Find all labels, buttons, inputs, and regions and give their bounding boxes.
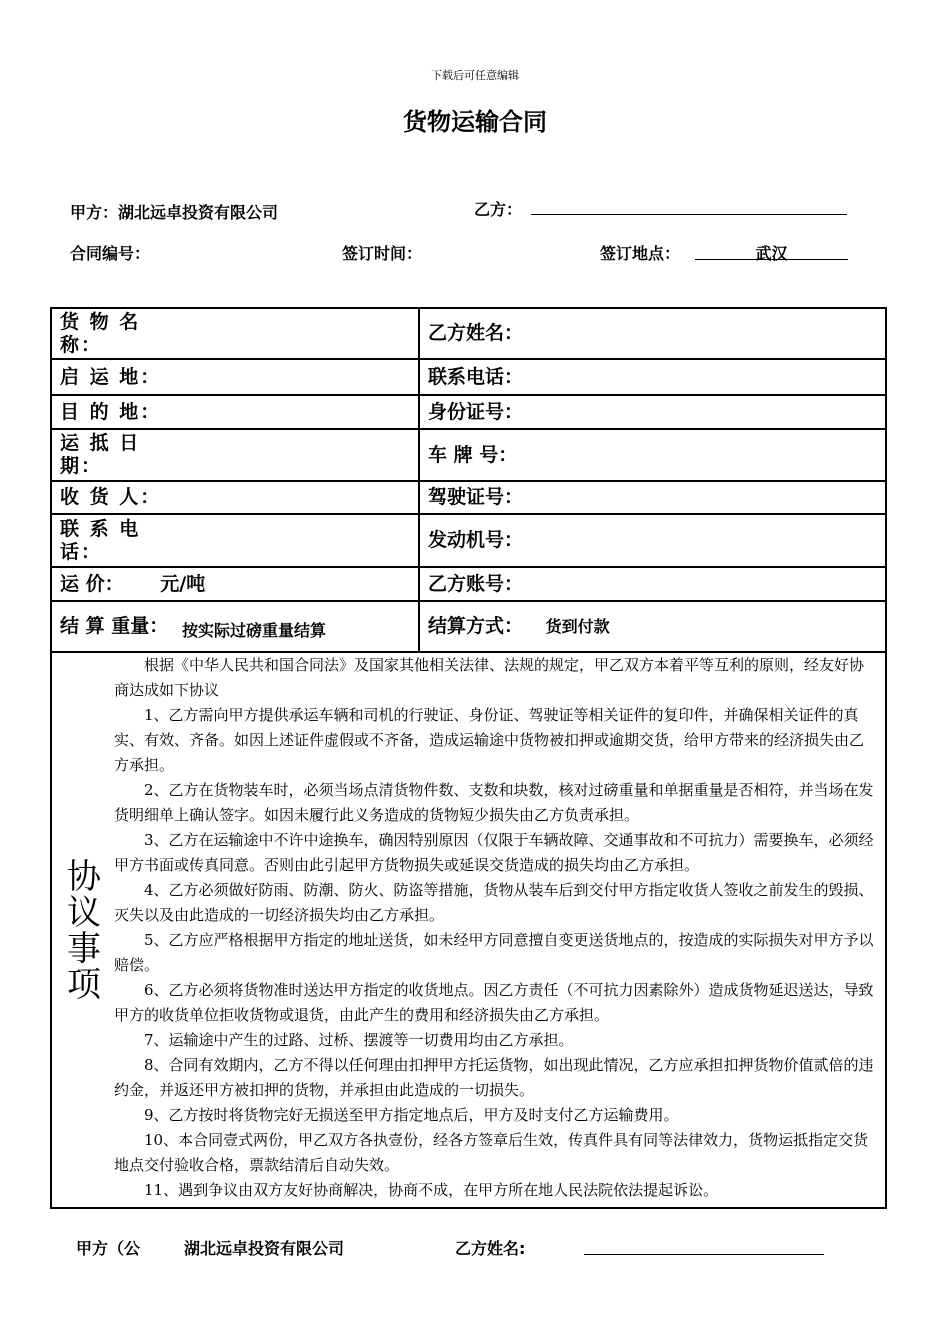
freight-price-cell[interactable]	[51, 567, 419, 601]
freight-price-label: 运 价：	[60, 572, 124, 595]
license-cell[interactable]	[419, 481, 886, 514]
contact-phone-cell[interactable]	[51, 514, 419, 567]
arrival-date-cell[interactable]	[51, 429, 419, 481]
party-b-name-cell[interactable]	[419, 308, 886, 359]
id-number-label: 身份证号：	[428, 400, 524, 423]
term-paragraph: 根据《中华人民共和国合同法》及国家其他相关法律、法规的规定，甲乙双方本着平等互利的原则，经友好协商达成如下协议	[114, 656, 865, 699]
destination-cell[interactable]	[51, 395, 419, 429]
term-paragraph: 6、乙方必须将货物准时送达甲方指定的收货地点。因乙方责任（不可抗力因素除外）造成货物延迟送达，导致甲方的收货单位拒收货物或退货，由此产生的费用和经济损失由乙方承担。	[114, 981, 874, 1024]
phone-label: 联系电话：	[428, 365, 524, 388]
origin-cell[interactable]	[51, 359, 419, 395]
footer-party-b-blank[interactable]	[584, 1236, 824, 1255]
term-paragraph: 3、乙方在运输途中不许中途换车，确因特别原因（仅限于车辆故障、交通事故和不可抗力）需要换车，必须经甲方书面或传真同意。否则由此引起甲方货物损失或延误交货造成的损失均由乙方承担。	[114, 831, 874, 874]
sign-place-value: 武汉	[755, 244, 788, 263]
footer-party-a-label: 甲方（公	[76, 1239, 141, 1258]
settlement-weight-value: 按实际过磅重量结算	[182, 621, 327, 640]
terms-row	[51, 652, 886, 1208]
footer-party-a-name: 湖北远卓投资有限公司	[184, 1239, 345, 1258]
destination-label: 目 的 地：	[60, 400, 162, 423]
settlement-method-value: 货到付款	[545, 617, 610, 636]
term-paragraph: 11、遇到争议由双方友好协商解决，协商不成，在甲方所在地人民法院依法提起诉讼。	[144, 1181, 719, 1199]
goods-name-label: 货 物 名称：	[60, 310, 141, 356]
settlement-weight-cell[interactable]	[51, 601, 419, 652]
term-paragraph: 2、乙方在货物装车时，必须当场点清货物件数、支数和块数，核对过磅重量和单据重量是否相符，并当场在发货明细单上确认签字。如因未履行此义务造成的货物短少损失由乙方负责承担。	[114, 781, 874, 824]
settlement-weight-label: 结 算 重量：	[60, 615, 169, 637]
account-label: 乙方账号：	[428, 572, 524, 595]
account-cell[interactable]	[419, 567, 886, 601]
goods-name-cell[interactable]	[51, 308, 419, 359]
term-paragraph: 7、运输途中产生的过路、过桥、摆渡等一切费用均由乙方承担。	[144, 1031, 574, 1049]
term-paragraph: 5、乙方应严格根据甲方指定的地址送货，如未经甲方同意擅自变更送货地点的，按造成的实际损失对甲方予以赔偿。	[114, 931, 874, 974]
contact-phone-label: 联 系 电话：	[60, 517, 141, 563]
contract-table	[50, 307, 887, 1209]
engine-number-cell[interactable]	[419, 514, 886, 567]
settlement-method-label: 结算方式：	[428, 615, 524, 637]
id-number-cell[interactable]	[419, 395, 886, 429]
table-row	[51, 395, 886, 429]
sign-place-label: 签订地点：	[600, 244, 681, 263]
table-row	[51, 514, 886, 567]
table-row	[51, 481, 886, 514]
table-row	[51, 359, 886, 395]
terms-body	[110, 653, 885, 1207]
footer-party-b-label: 乙方姓名:	[455, 1239, 526, 1258]
party-b-label: 乙方：	[474, 200, 523, 219]
term-paragraph: 1、乙方需向甲方提供承运车辆和司机的行驶证、身份证、驾驶证等相关证件的复印件，并确保相关证件的真实、有效、齐备。如因上述证件虚假或不齐备，造成运输途中货物被扣押或逾期交货，给甲方带来的经济损失由乙方承担。	[114, 706, 865, 774]
terms-label-text: 协议事项	[60, 858, 101, 1002]
consignee-cell[interactable]	[51, 481, 419, 514]
party-b-blank[interactable]	[531, 196, 847, 215]
term-paragraph: 8、合同有效期内，乙方不得以任何理由扣押甲方托运货物，如出现此情况，乙方应承担扣押货物价值贰倍的违约金，并返还甲方被扣押的货物，并承担由此造成的一切损失。	[114, 1056, 874, 1099]
contract-title: 货物运输合同	[403, 108, 547, 136]
consignee-label: 收 货 人：	[60, 486, 162, 508]
term-paragraph: 10、本合同壹式两份，甲乙双方各执壹份，经各方签章后生效，传真件具有同等法律效力，货物运抵指定交货地点交付验收合格，票款结清后自动失效。	[114, 1131, 869, 1174]
contract-no-label: 合同编号：	[70, 244, 151, 263]
phone-cell[interactable]	[419, 359, 886, 395]
term-paragraph: 9、乙方按时将货物完好无损送至甲方指定地点后，甲方及时支付乙方运输费用。	[144, 1106, 679, 1124]
sign-time-label: 签订时间：	[342, 244, 423, 263]
arrival-date-label: 运 抵 日期：	[60, 432, 141, 477]
engine-number-label: 发动机号：	[428, 529, 524, 551]
settlement-method-cell[interactable]	[419, 601, 886, 652]
plate-number-label: 车 牌 号：	[428, 443, 518, 466]
table-row	[51, 308, 886, 359]
terms-cell	[51, 652, 886, 1208]
party-b-name-label: 乙方姓名：	[428, 322, 524, 344]
term-paragraph: 4、乙方必须做好防雨、防潮、防火、防盗等措施，货物从装车后到交付甲方指定收货人签收之前发生的毁损、灭失以及由此造成的一切经济损失均由乙方承担。	[114, 881, 874, 924]
table-row	[51, 567, 886, 601]
top-note: 下载后可任意编辑	[431, 69, 519, 82]
table-row	[51, 601, 886, 652]
freight-price-unit: 元/吨	[160, 572, 206, 595]
table-row	[51, 429, 886, 481]
license-label: 驾驶证号：	[428, 486, 524, 508]
terms-label	[52, 653, 110, 1207]
origin-label: 启 运 地：	[60, 365, 162, 388]
party-a-header: 甲方：湖北远卓投资有限公司	[70, 203, 279, 222]
plate-number-cell[interactable]	[419, 429, 886, 481]
